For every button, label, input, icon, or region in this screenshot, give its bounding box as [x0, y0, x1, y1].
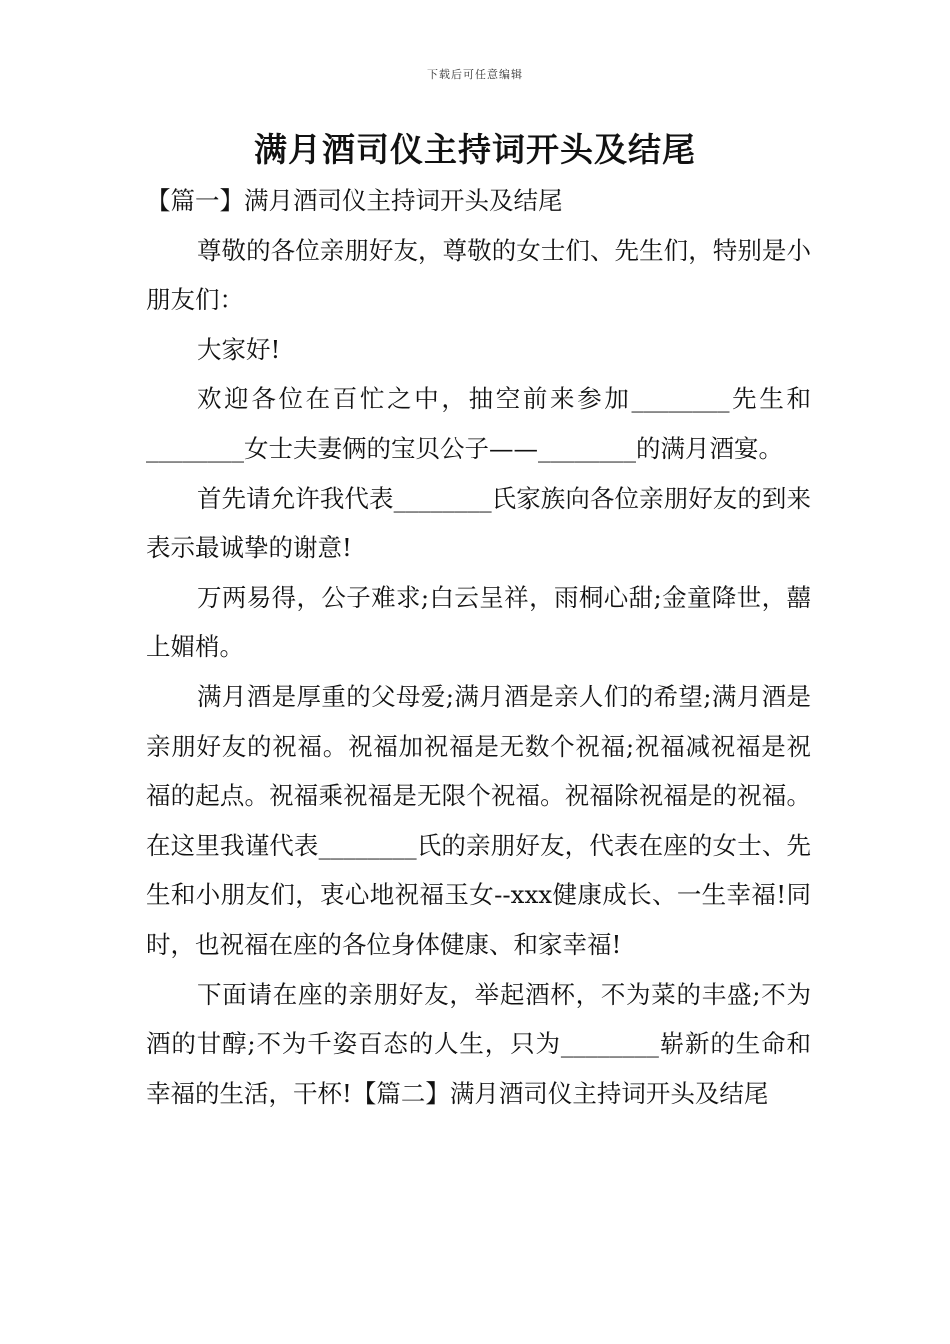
header-note: 下载后可任意编辑: [427, 68, 523, 81]
document-body: [146, 176, 811, 1118]
paragraph-greeting: 尊敬的各位亲朋好友，尊敬的女士们、先生们，特别是小朋友们：: [146, 235, 811, 315]
paragraph-thanks: 首先请允许我代表________氏家族向各位亲朋好友的到来表示最诚挚的谢意!: [146, 483, 811, 563]
document-title: 满月酒司仪主持词开头及结尾: [254, 130, 696, 169]
section-heading: 【篇一】满月酒司仪主持词开头及结尾: [146, 186, 563, 215]
paragraph-welcome: 欢迎各位在百忙之中，抽空前来参加________先生和________女士夫妻俩的宝贝公子——________的满月酒宴。: [146, 384, 811, 463]
paragraph-blessings: 满月酒是厚重的父母爱;满月酒是亲人们的希望;满月酒是亲朋好友的祝福。祝福加祝福是无数个祝福;祝福减祝福是祝福的起点。祝福乘祝福是无限个祝福。祝福除祝福是的祝福。在这里我谨代表________氏的亲朋好友，代表在座的女士、先生和小朋友们，衷心地祝福玉女--xxx健康成长、一生幸福!同时，也祝福在座的各位身体健康、和家幸福!: [146, 681, 811, 959]
paragraph-hello: 大家好!: [197, 334, 281, 364]
paragraph-toast: 下面请在座的亲朋好友，举起酒杯，不为菜的丰盛;不为酒的甘醇;不为千姿百态的人生，只为________崭新的生命和幸福的生活，干杯!【篇二】满月酒司仪主持词开头及结尾: [146, 979, 811, 1108]
paragraph-blessing-verse: 万两易得，公子难求;白云呈祥，雨桐心甜;金童降世，囍上媚梢。: [146, 582, 811, 662]
